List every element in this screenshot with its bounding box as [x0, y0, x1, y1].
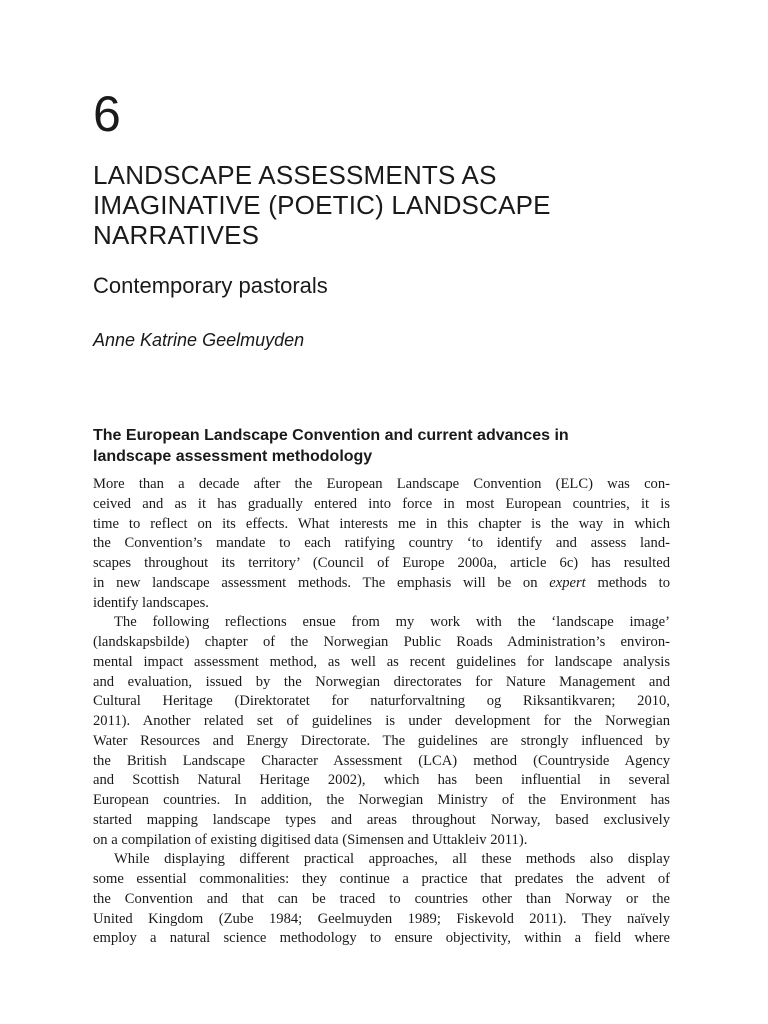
text-line: identify landscapes.: [93, 594, 209, 611]
section-heading: [93, 425, 670, 467]
text-line: some essential commonalities: they continue a practice that predates the advent of: [93, 871, 670, 887]
chapter-title-line: IMAGINATIVE (POETIC) LANDSCAPE: [93, 190, 551, 220]
emphasis-word: expert: [549, 574, 586, 591]
chapter-number: 6: [93, 86, 121, 142]
chapter-subtitle: Contemporary pastorals: [93, 273, 328, 298]
text-line: the British Landscape Character Assessment (LCA) method (Countryside Agency: [93, 752, 670, 769]
chapter-title: [93, 160, 670, 250]
paragraph: [93, 475, 670, 613]
chapter-title-line: NARRATIVES: [93, 220, 260, 250]
text-line: mental impact assessment method, as well as recent guidelines for landscape analysis: [93, 653, 670, 670]
text-line: employ a natural science methodology to ensure objectivity, within a field where: [93, 930, 670, 947]
text-line-with-emphasis: [93, 574, 670, 594]
text-line: and evaluation, issued by the Norwegian directorates for Nature Management and: [93, 673, 670, 690]
author-name: Anne Katrine Geelmuyden: [93, 330, 305, 350]
text-line: started mapping landscape types and areas throughout Norway, based exclusively: [93, 811, 670, 828]
paragraph: [93, 850, 670, 949]
text-line: While displaying different practical approaches, all these methods also display: [114, 851, 670, 868]
text-line: Water Resources and Energy Directorate. The guidelines are strongly influenced by: [93, 732, 670, 749]
text-line: the Convention’s mandate to each ratifying country ‘to identify and assess land-: [93, 535, 670, 552]
text-line: Cultural Heritage (Direktoratet for naturforvaltning og Riksantikvaren; 2010,: [93, 693, 670, 710]
text-line: ceived and as it has gradually entered into force in most European countries, it is: [93, 495, 670, 512]
text-line: 2011). Another related set of guidelines is under development for the Norwegian: [93, 713, 670, 729]
text-line: United Kingdom (Zube 1984; Geelmuyden 1989; Fiskevold 2011). They naïvely: [93, 910, 670, 927]
text-line: More than a decade after the European Landscape Convention (ELC) was con-: [93, 476, 670, 492]
text-line: The following reflections ensue from my work with the ‘landscape image’: [114, 614, 670, 631]
section-heading-line: landscape assessment methodology: [93, 448, 373, 465]
text-line: (landskapsbilde) chapter of the Norwegian Public Roads Administration’s environ-: [93, 634, 670, 650]
section-heading-line: The European Landscape Convention and current advances in: [93, 427, 569, 444]
text-fragment: in new landscape assessment methods. The emphasis will be on: [93, 574, 550, 591]
body-text: [93, 475, 670, 949]
text-line: European countries. In addition, the Norwegian Ministry of the Environment has: [93, 792, 670, 808]
text-line: scapes throughout its territory’ (Council of Europe 2000a, article 6c) has resulted: [93, 555, 670, 571]
text-line: the Convention and that can be traced to countries other than Norway or the: [93, 890, 670, 907]
text-line: on a compilation of existing digitised data (Simensen and Uttakleiv 2011).: [93, 831, 528, 848]
text-line: and Scottish Natural Heritage 2002), which has been influential in several: [93, 772, 670, 789]
text-line: time to reflect on its effects. What interests me in this chapter is the way in which: [93, 515, 670, 532]
text-fragment: methods to: [585, 574, 670, 591]
chapter-title-line: LANDSCAPE ASSESSMENTS AS: [93, 160, 497, 190]
paragraph: [93, 613, 670, 850]
